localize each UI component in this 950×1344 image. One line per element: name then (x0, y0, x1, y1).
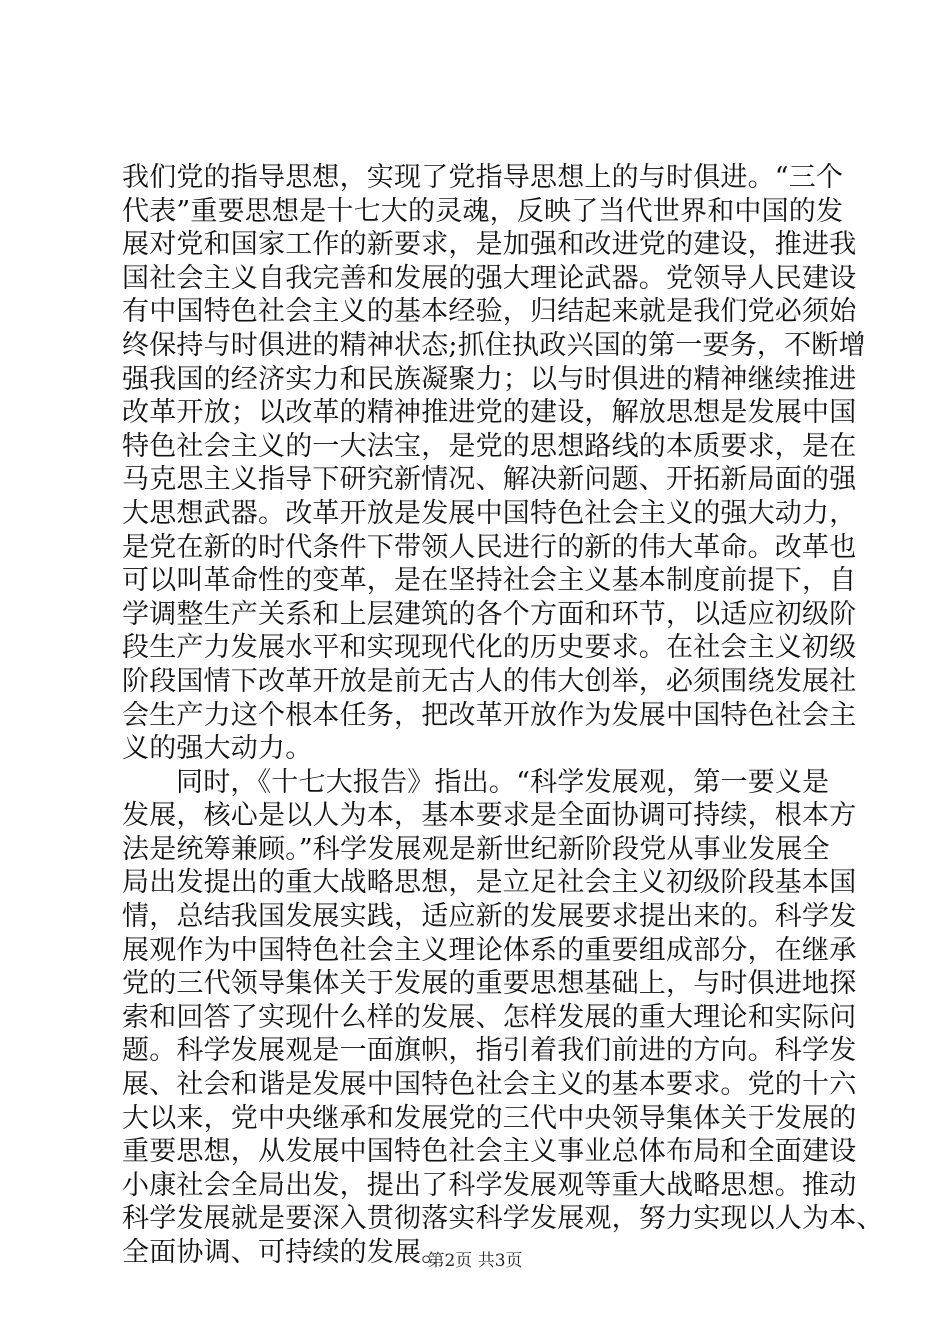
text-line: 阶段国情下改革开放是前无古人的伟大创举，必须围绕发展社 (122, 665, 857, 697)
text-line: 国社会主义自我完善和发展的强大理论武器。党领导人民建设 (122, 262, 857, 294)
text-line: 改革开放；以改革的精神推进党的建设，解放思想是发展中国 (122, 397, 857, 429)
text-line: 大以来，党中央继承和发展党的三代中央领导集体关于发展的 (122, 1102, 857, 1134)
text-line: 情，总结我国发展实践，适应新的发展要求提出来的。科学发 (122, 901, 857, 933)
text-line: 是党在新的时代条件下带领人民进行的新的伟大革命。改革也 (122, 531, 857, 563)
text-line: 全面协调、可持续的发展。 (122, 1237, 449, 1268)
text-line: 发展，核心是以人为本，基本要求是全面协调可持续，根本方 (122, 800, 857, 832)
text-line: 有中国特色社会主义的基本经验，归结起来就是我们党必须始 (122, 296, 857, 328)
text-line: 题。科学发展观是一面旗帜，指引着我们前进的方向。科学发 (122, 1035, 857, 1067)
text-line: 重要思想，从发展中国特色社会主义事业总体布局和全面建设 (122, 1136, 857, 1168)
text-line: 科学发展就是要深入贯彻落实科学发展观，努力实现以人为本、 (122, 1203, 884, 1235)
text-line: 索和回答了实现什么样的发展、怎样发展的重大理论和实际问 (122, 1001, 857, 1033)
text-line: 义的强大动力。 (122, 733, 313, 765)
text-line: 我们党的指导思想，实现了党指导思想上的与时俱进。“三个 (122, 162, 844, 193)
text-line: 党的三代领导集体关于发展的重要思想基础上，与时俱进地探 (122, 968, 857, 1000)
text-line: 展观作为中国特色社会主义理论体系的重要组成部分，在继承 (122, 934, 857, 966)
text-line: 马克思主义指导下研究新情况、解决新问题、开拓新局面的强 (122, 464, 857, 496)
text-line: 大思想武器。改革开放是发展中国特色社会主义的强大动力， (122, 497, 857, 529)
text-line: 段生产力发展水平和实现现代化的历史要求。在社会主义初级 (122, 632, 857, 664)
body-text (122, 161, 884, 1270)
page-number-footer: 第2页 共3页 (427, 1251, 523, 1271)
text-line: 特色社会主义的一大法宝，是党的思想路线的本质要求，是在 (122, 430, 857, 462)
text-line: 展、社会和谐是发展中国特色社会主义的基本要求。党的十六 (122, 1069, 857, 1101)
text-line: 可以叫革命性的变革，是在坚持社会主义基本制度前提下，自 (122, 565, 857, 597)
text-line: 展对党和国家工作的新要求，是加强和改进党的建设，推进我 (122, 229, 857, 261)
text-line: 学调整生产关系和上层建筑的各个方面和环节，以适应初级阶 (122, 598, 857, 630)
text-line: 局出发提出的重大战略思想，是立足社会主义初级阶段基本国 (122, 867, 857, 899)
text-line: 会生产力这个根本任务，把改革开放作为发展中国特色社会主 (122, 699, 857, 731)
text-line: 强我国的经济实力和民族凝聚力；以与时俱进的精神继续推进 (122, 363, 857, 395)
text-line: 代表”重要思想是十七大的灵魂，反映了当代世界和中国的发 (122, 195, 844, 227)
text-line: 小康社会全局出发，提出了科学发展观等重大战略思想。推动 (122, 1169, 857, 1201)
text-line: 终保持与时俱进的精神状态;抓住执政兴国的第一要务，不断增 (122, 329, 866, 361)
text-line-indented: 同时，《十七大报告》指出。“科学发展观，第一要义是 (176, 766, 830, 798)
text-line: 法是统筹兼顾。”科学发展观是新世纪新阶段党从事业发展全 (122, 833, 830, 865)
